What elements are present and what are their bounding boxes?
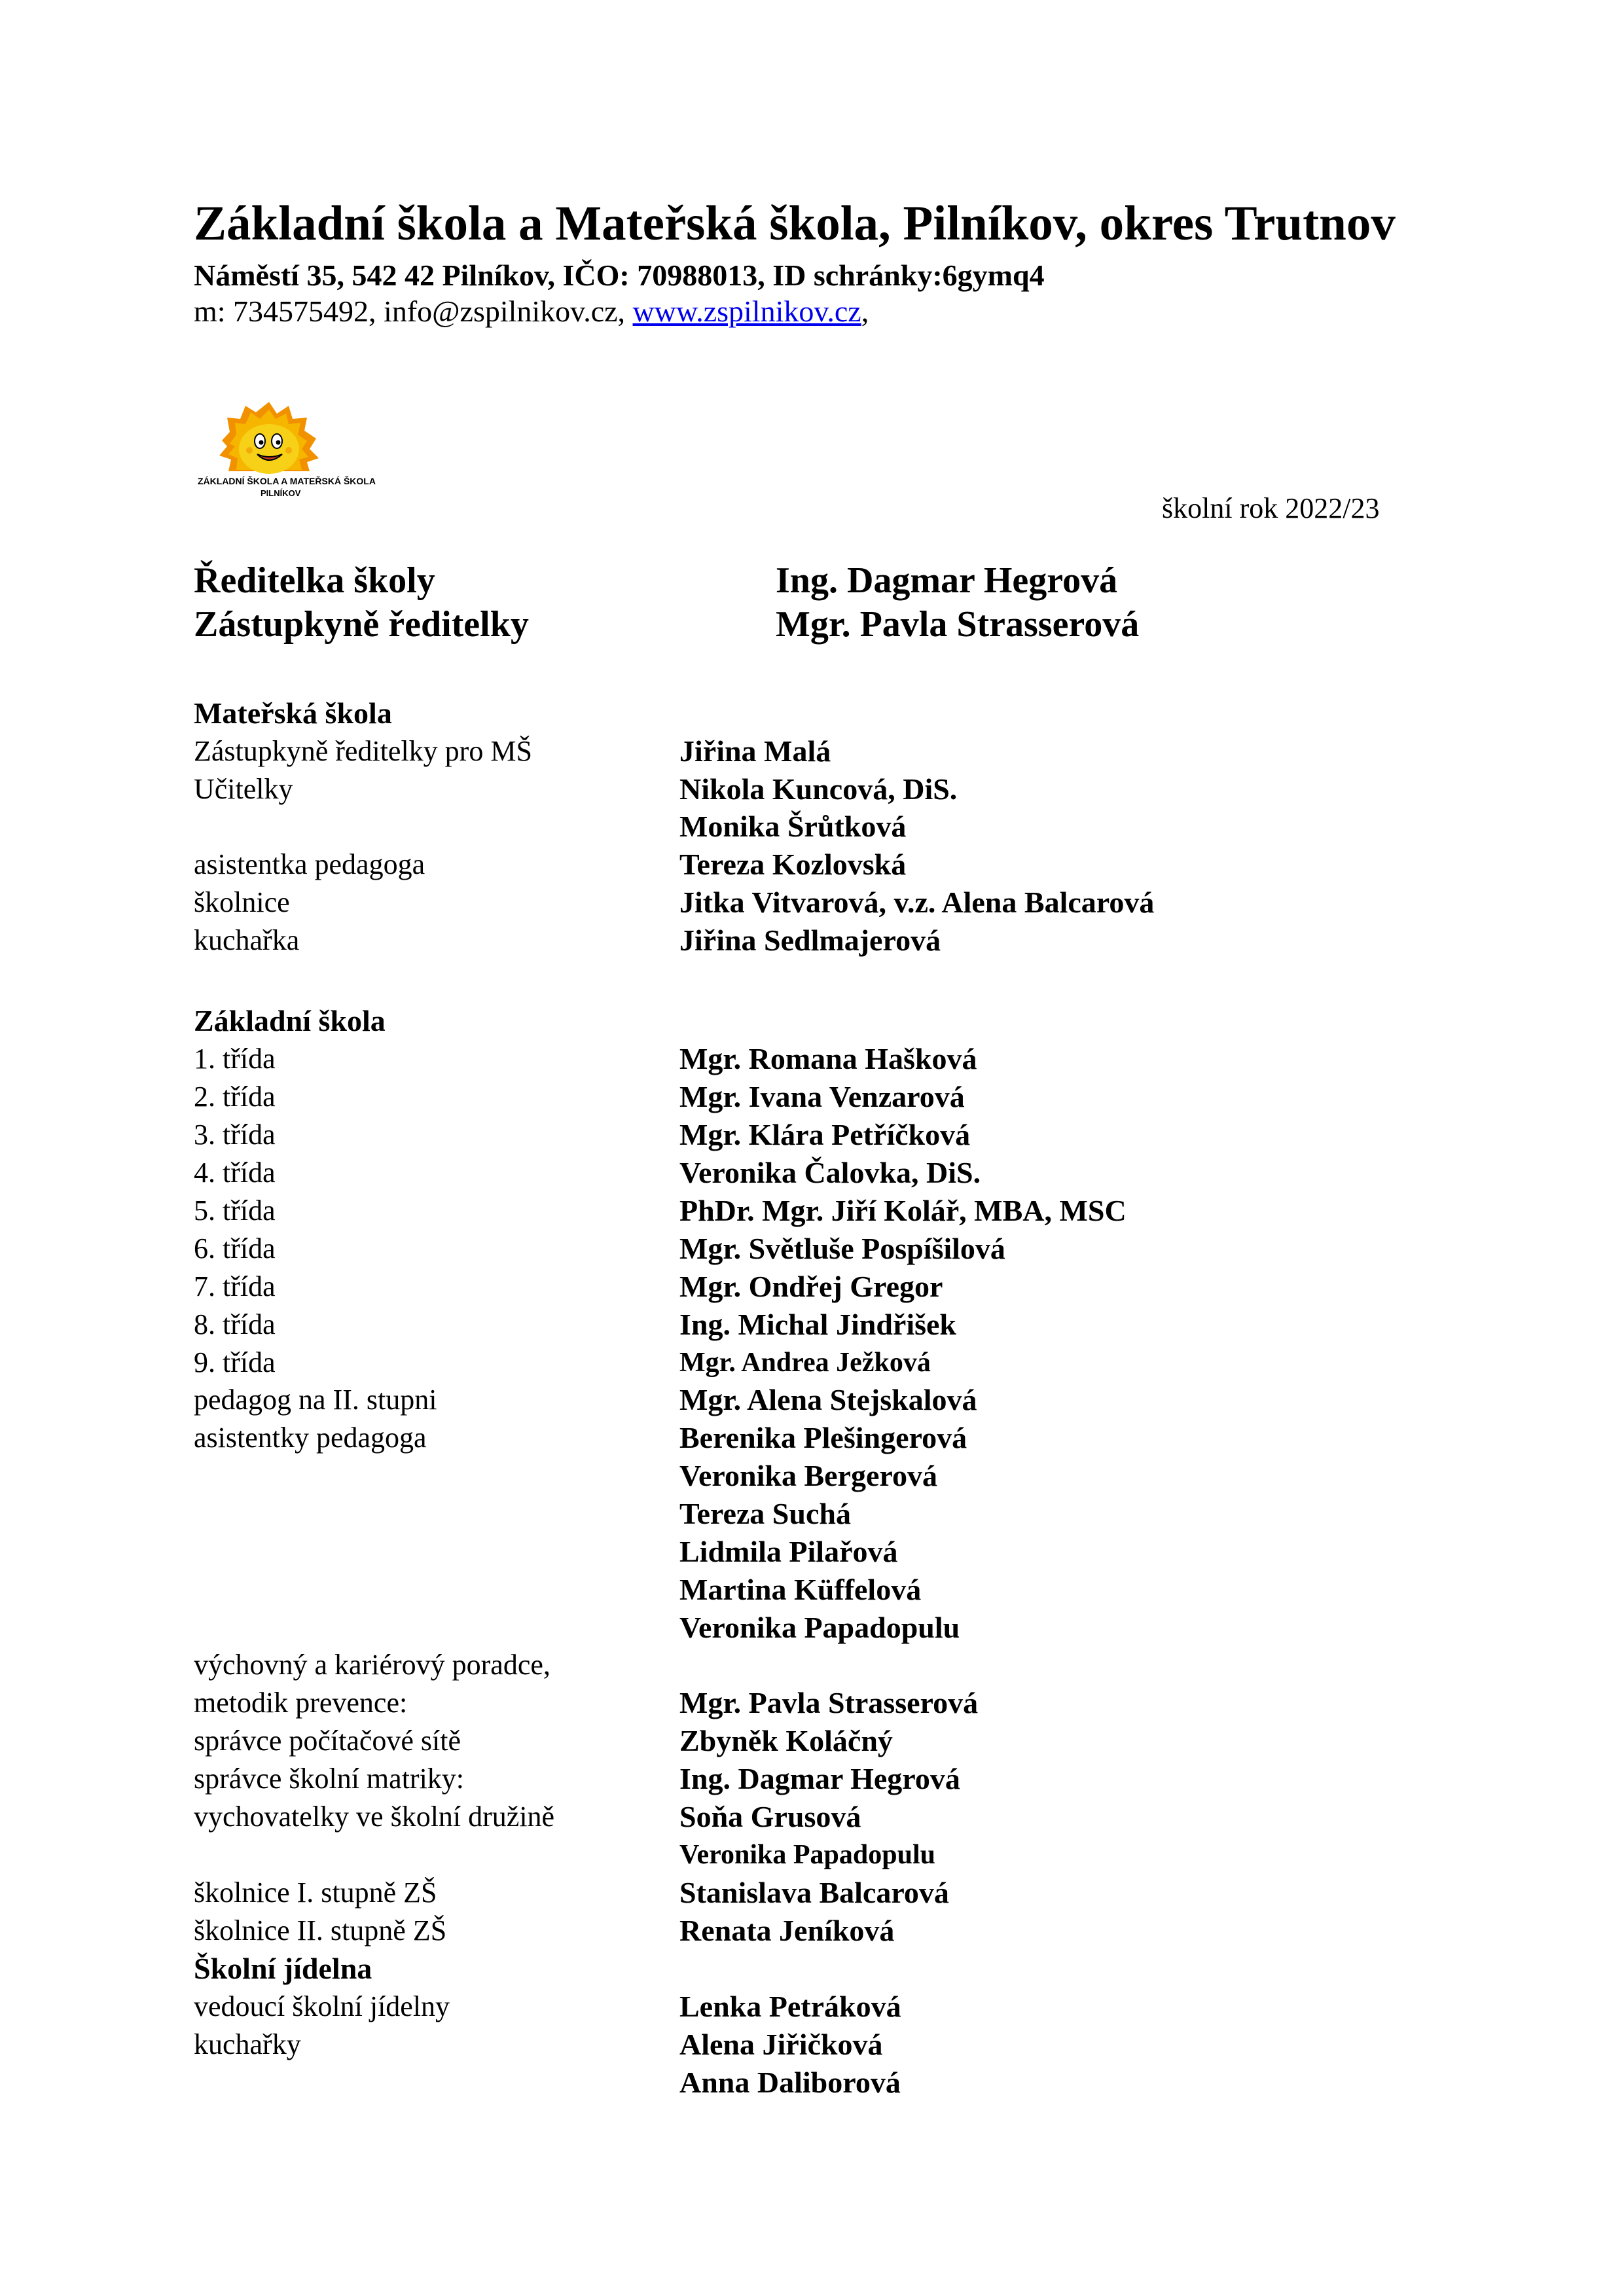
school-address: Náměstí 35, 542 42 Pilníkov, IČO: 70988013, ID schránky:6gymq4 [194,259,1045,292]
contact-text: m: 734575492, info@zspilnikov.cz, [194,295,633,328]
ms-cook-label: kuchařka [194,924,300,956]
school-title: Základní škola a Mateřská škola, Pilníkov, okres Trutnov [194,196,1396,251]
class-label: 5. třída [194,1194,276,1227]
director-label: Ředitelka školy [194,560,435,601]
ms-deputy-label: Zástupkyně ředitelky pro MŠ [194,735,532,767]
after-school-club-label: vychovatelky ve školní družině [194,1801,555,1833]
ms-janitor-name: Jitka Vitvarová, v.z. Alena Balcarová [679,886,1155,919]
class-teacher: Mgr. Ondřej Gregor [679,1270,943,1303]
network-admin-label: správce počítačové sítě [194,1725,461,1757]
class-label: 1. třída [194,1043,276,1075]
class-label: 7. třída [194,1270,276,1302]
school-contact [194,293,869,330]
assistant-name: Lidmila Pilařová [679,1535,898,1568]
assistant-name: Tereza Suchá [679,1497,851,1530]
canteen-cook-1: Alena Jiřičková [679,2028,883,2061]
janitor-level1-name: Stanislava Balcarová [679,1876,949,1909]
canteen-cook-2: Anna Daliborová [679,2066,901,2099]
registry-admin-name: Ing. Dagmar Hegrová [679,1762,960,1795]
ms-teachers-label: Učitelky [194,773,293,805]
assistant-name: Veronika Bergerová [679,1459,937,1492]
deputy-label: Zástupkyně ředitelky [194,604,529,645]
ms-cook-name: Jiřina Sedlmajerová [679,924,941,957]
class-label: 6. třída [194,1232,276,1265]
canteen-head-name: Lenka Petráková [679,1990,901,2023]
teacher-level2-name: Mgr. Alena Stejskalová [679,1383,977,1416]
counselor-label-2: metodik prevence: [194,1687,408,1719]
network-admin-name: Zbyněk Koláčný [679,1724,893,1757]
counselor-name: Mgr. Pavla Strasserová [679,1686,979,1719]
ms-assistant-name: Tereza Kozlovská [679,848,907,881]
canteen-heading: Školní jídelna [194,1952,372,1985]
deputy-name: Mgr. Pavla Strasserová [776,604,1140,645]
class-teacher: Ing. Michal Jindřišek [679,1308,957,1341]
class-label: 4. třída [194,1157,276,1189]
assistant-name: Martina Küffelová [679,1573,922,1606]
school-logo [194,391,376,509]
janitor-level2-label: školnice II. stupně ZŠ [194,1914,447,1946]
after-school-club-name-2: Veronika Papadopulu [679,1840,936,1870]
logo-text-line2: PILNÍKOV [261,488,301,498]
class-teacher: Mgr. Klára Petříčková [679,1118,971,1151]
janitor-level2-name: Renata Jeníková [679,1914,895,1947]
ms-teacher-1: Nikola Kuncová, DiS. [679,772,958,806]
school-year: školní rok 2022/23 [1162,492,1380,524]
zs-heading: Základní škola [194,1004,386,1037]
assistant-name: Berenika Plešingerová [679,1421,967,1454]
janitor-level1-label: školnice I. stupně ZŠ [194,1876,437,1909]
ms-teacher-2: Monika Šrůtková [679,810,907,843]
registry-admin-label: správce školní matriky: [194,1763,465,1795]
ms-heading: Mateřská škola [194,696,392,730]
class-label: 3. třída [194,1119,276,1151]
class-teacher: PhDr. Mgr. Jiří Kolář, MBA, MSC [679,1194,1127,1227]
class-label: 2. třída [194,1081,276,1113]
class-teacher: Mgr. Romana Hašková [679,1042,977,1075]
website-link[interactable]: www.zspilnikov.cz [632,295,861,328]
class-teacher: Veronika Čalovka, DiS. [679,1156,981,1189]
class-label: 9. třída [194,1346,276,1378]
ms-assistant-label: asistentka pedagoga [194,848,425,880]
contact-suffix: , [861,295,869,328]
canteen-cooks-label: kuchařky [194,2028,301,2060]
class-teacher: Mgr. Andrea Ježková [679,1348,931,1378]
ms-deputy-name: Jiřina Malá [679,734,831,768]
assistants-label: asistentky pedagoga [194,1422,427,1454]
class-teacher: Mgr. Ivana Venzarová [679,1080,965,1113]
director-name: Ing. Dagmar Hegrová [776,560,1118,601]
canteen-head-label: vedoucí školní jídelny [194,1990,450,2022]
class-teacher: Mgr. Světluše Pospíšilová [679,1232,1005,1265]
ms-janitor-label: školnice [194,886,290,918]
class-label: 8. třída [194,1308,276,1340]
counselor-label-1: výchovný a kariérový poradce, [194,1649,550,1681]
after-school-club-name-1: Soňa Grusová [679,1800,861,1833]
logo-text-line1: ZÁKLADNÍ ŠKOLA A MATEŘSKÁ ŠKOLA [198,476,376,486]
teacher-level2-label: pedagog na II. stupni [194,1384,437,1416]
assistant-name: Veronika Papadopulu [679,1611,960,1644]
